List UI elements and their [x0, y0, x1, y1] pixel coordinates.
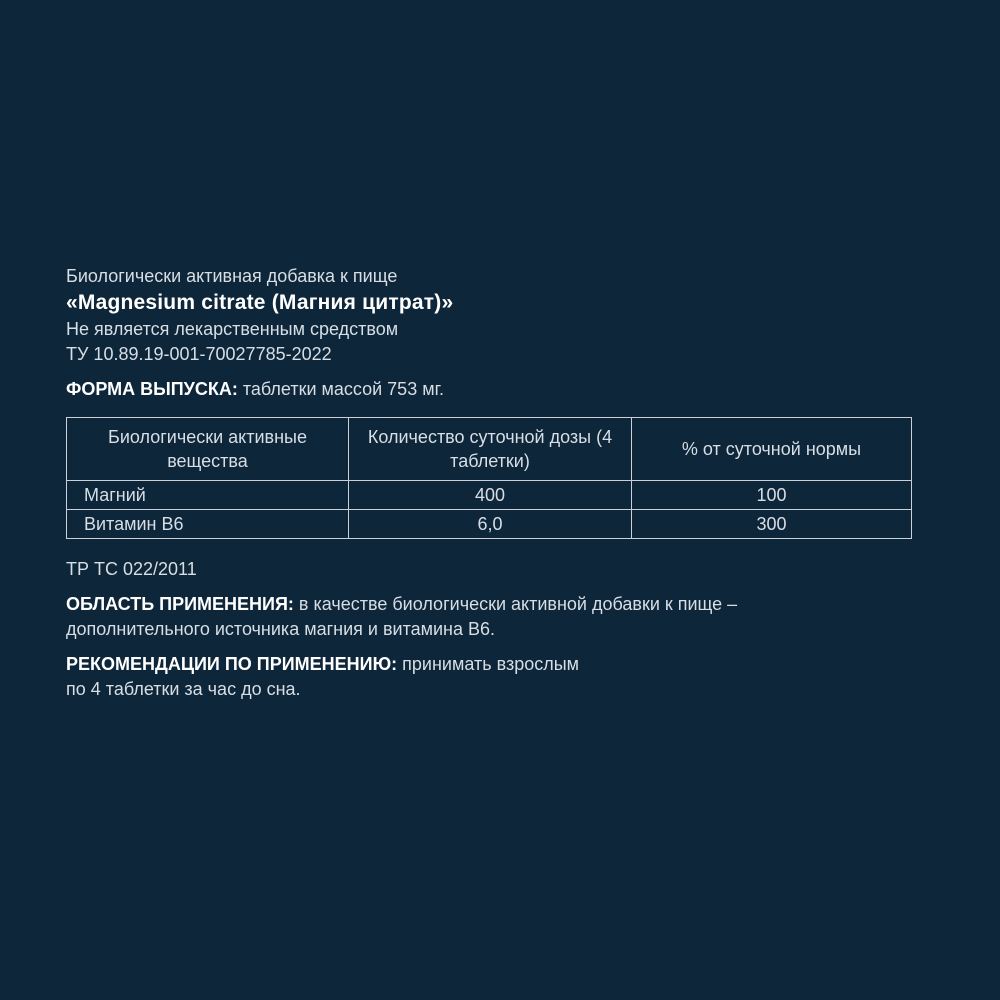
scope-value-line2: дополнительного источника магния и витамина В6.: [66, 619, 496, 639]
release-form: [66, 377, 926, 402]
table-row: [67, 510, 912, 539]
table-row: [67, 481, 912, 510]
table-header-row: [67, 418, 912, 481]
not-medicine-notice: Не является лекарственным средством: [66, 319, 399, 339]
table-cell-norm: 100: [632, 481, 912, 510]
product-info: [66, 264, 926, 702]
product-title: «Magnesium citrate (Магния цитрат)»: [66, 291, 454, 314]
scope-of-use: [66, 592, 926, 617]
product-category: Биологически активная добавка к пище: [66, 266, 398, 286]
usage-recommendations: [66, 652, 926, 677]
technical-spec-code: ТУ 10.89.19-001-70027785-2022: [66, 344, 332, 364]
table-header-substances: Биологически активные вещества: [67, 418, 349, 481]
table-header-daily-norm: % от суточной нормы: [632, 418, 912, 481]
scope-value-line1: в качестве биологически активной добавки к пище –: [293, 594, 738, 614]
table-cell-substance: Магний: [67, 481, 349, 510]
table-cell-dose: 400: [349, 481, 632, 510]
table-header-daily-dose: Количество суточной дозы (4 таблетки): [349, 418, 632, 481]
release-form-value: таблетки массой 753 мг.: [237, 379, 444, 399]
recommendations-value-line1: принимать взрослым: [397, 654, 580, 674]
composition-table: [66, 417, 912, 539]
table-cell-norm: 300: [632, 510, 912, 539]
recommendations-label: РЕКОМЕНДАЦИИ ПО ПРИМЕНЕНИЮ:: [66, 654, 398, 674]
release-form-label: ФОРМА ВЫПУСКА:: [66, 379, 238, 399]
table-cell-dose: 6,0: [349, 510, 632, 539]
scope-label: ОБЛАСТЬ ПРИМЕНЕНИЯ:: [66, 594, 294, 614]
table-cell-substance: Витамин В6: [67, 510, 349, 539]
regulation-standard: ТР ТС 022/2011: [66, 559, 197, 579]
recommendations-value-line2: по 4 таблетки за час до сна.: [66, 679, 301, 699]
